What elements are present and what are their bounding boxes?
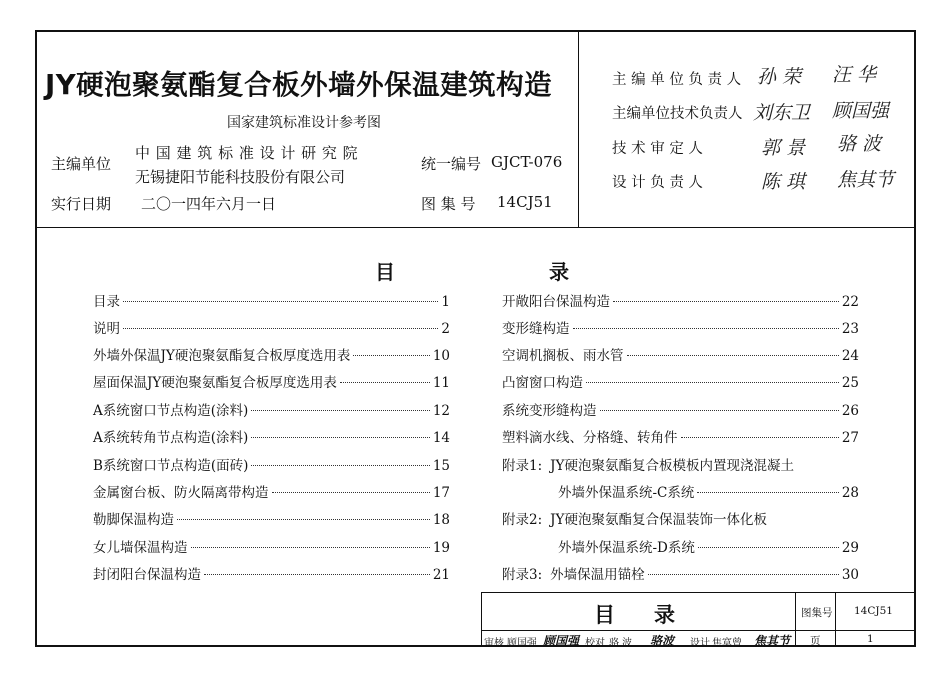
- signature: 刘东卫: [753, 102, 811, 124]
- unified-no: GJCT-076: [491, 153, 563, 171]
- toc-entry[interactable]: [93, 317, 450, 337]
- sheet-title: 目: [594, 603, 615, 627]
- signature: 顾国强: [832, 100, 890, 122]
- toc-entry[interactable]: [502, 454, 859, 474]
- atlas-no-label: 图 集 号: [421, 195, 476, 213]
- header-vertical-divider: [578, 32, 579, 227]
- toc-entry-title: 变形缝构造: [502, 321, 570, 337]
- toc-entry-page: 26: [841, 403, 859, 419]
- sheet-title: 录: [654, 603, 675, 627]
- editor-unit-1: 中 国 建 筑 标 准 设 计 研 究 院: [135, 144, 359, 162]
- title-block-divider: [835, 593, 836, 647]
- toc-entry[interactable]: [93, 399, 450, 419]
- signature: 焦其节: [837, 169, 895, 191]
- unified-no-label: 统一编号: [421, 155, 482, 173]
- leader-dots: [251, 437, 430, 438]
- leader-dots: [272, 492, 430, 493]
- toc-entry-page: 27: [841, 430, 859, 446]
- leader-dots: [600, 410, 839, 411]
- toc-entry-title: 凸窗窗口构造: [502, 375, 583, 391]
- leader-dots: [353, 355, 429, 356]
- design-label: 设计: [690, 638, 710, 649]
- signature: 骆波: [650, 634, 675, 648]
- toc-entry-title: JY硬泡聚氨酯复合板模板内置现浇混凝土: [550, 458, 794, 474]
- toc-entry-title: 金属窗台板、防火隔离带构造: [93, 485, 269, 501]
- toc-entry-title: 系统变形缝构造: [502, 403, 597, 419]
- leader-dots: [573, 328, 839, 329]
- toc-entry[interactable]: [93, 371, 450, 391]
- editor-unit-2: 无锡捷阳节能科技股份有限公司: [135, 168, 346, 186]
- toc-entry[interactable]: [93, 563, 450, 583]
- signature: 郭 景: [761, 137, 806, 159]
- toc-entry[interactable]: [502, 563, 859, 583]
- toc-entry-page: 18: [432, 512, 450, 528]
- atlas-value: 14CJ51: [854, 605, 893, 617]
- signature: 孙 荣: [757, 66, 802, 88]
- toc-entry-title: 勒脚保温构造: [93, 512, 174, 528]
- signature: 骆 波: [837, 133, 882, 155]
- leader-dots: [681, 437, 839, 438]
- leader-dots: [340, 382, 430, 383]
- toc-entry-page: 2: [441, 321, 450, 337]
- toc-entry-title: 外墙外保温JY硬泡聚氨酯复合板厚度选用表: [93, 348, 351, 364]
- toc-entry-page: 15: [432, 458, 450, 474]
- date-label: 实行日期: [51, 195, 112, 213]
- toc-entry-page: 21: [432, 567, 450, 583]
- toc-entry-page: 11: [432, 375, 450, 391]
- toc-entry-page: 14: [432, 430, 450, 446]
- toc-entry-title: 女儿墙保温构造: [93, 540, 188, 556]
- toc-entry-title: B系统窗口节点构造(面砖): [93, 458, 249, 474]
- check-label: 校对: [585, 638, 605, 649]
- toc-entry-page: 22: [841, 294, 859, 310]
- toc-entry[interactable]: [93, 508, 450, 528]
- toc-heading: 目: [375, 260, 395, 284]
- subtitle: 国家建筑标准设计参考图: [227, 115, 381, 131]
- toc-entry-page: 12: [432, 403, 450, 419]
- toc-entry[interactable]: [502, 290, 859, 310]
- toc-entry-title: 外墙外保温系统-C系统: [558, 485, 695, 501]
- toc-entry-title: 外墙保温用锚栓: [550, 567, 645, 583]
- toc-entry-title: 说明: [93, 321, 120, 337]
- toc-entry-page: 19: [432, 540, 450, 556]
- sig-role: 设 计 负 责 人: [612, 175, 703, 191]
- toc-entry[interactable]: [558, 536, 859, 556]
- sig-role: 主编单位技术负责人: [612, 106, 743, 122]
- page-title: JY硬泡聚氨酯复合板外墙外保温建筑构造: [45, 69, 553, 101]
- page-value: 1: [867, 633, 874, 645]
- toc-entry-page: 17: [432, 485, 450, 501]
- atlas-label: 图集号: [801, 607, 833, 619]
- toc-entry-page: 23: [841, 321, 859, 337]
- leader-dots: [251, 465, 429, 466]
- date-value: 二〇一四年六月一日: [141, 195, 277, 213]
- toc-entry-title: A系统转角节点构造(涂料): [93, 430, 249, 446]
- toc-entry[interactable]: [93, 426, 450, 446]
- toc-entry[interactable]: [502, 426, 859, 446]
- editor-unit-label: 主编单位: [51, 155, 112, 173]
- leader-dots: [177, 519, 430, 520]
- signature: 汪 华: [832, 64, 877, 86]
- leader-dots: [697, 492, 838, 493]
- toc-entry[interactable]: [93, 454, 450, 474]
- toc-entry[interactable]: [502, 399, 859, 419]
- toc-entry[interactable]: [502, 371, 859, 391]
- toc-entry-page: 25: [841, 375, 859, 391]
- toc-entry[interactable]: [558, 481, 859, 501]
- drawing-sheet: [35, 30, 916, 647]
- sig-role: 主 编 单 位 负 责 人: [612, 72, 742, 88]
- leader-dots: [648, 574, 839, 575]
- toc-entry[interactable]: [93, 536, 450, 556]
- header-divider: [37, 227, 914, 228]
- appendix-prefix: 附录2:: [502, 512, 543, 528]
- toc-entry-page: 30: [841, 567, 859, 583]
- leader-dots: [586, 382, 839, 383]
- title-block-divider: [482, 630, 914, 631]
- appendix-prefix: 附录3:: [502, 567, 543, 583]
- review-label: 审核: [484, 638, 504, 649]
- title-block-divider: [795, 593, 796, 647]
- toc-entry[interactable]: [93, 344, 450, 364]
- toc-entry[interactable]: [502, 317, 859, 337]
- signature: 焦其节: [754, 634, 791, 648]
- sig-role: 技 术 审 定 人: [612, 141, 703, 157]
- toc-entry-title: JY硬泡聚氨酯复合保温装饰一体化板: [550, 512, 767, 528]
- toc-entry-page: 28: [841, 485, 859, 501]
- toc-entry-page: 24: [841, 348, 859, 364]
- toc-entry-title: 外墙外保温系统-D系统: [558, 540, 695, 556]
- toc-entry-page: 10: [432, 348, 450, 364]
- leader-dots: [123, 328, 438, 329]
- toc-entry-title: 封闭阳台保温构造: [93, 567, 201, 583]
- toc-heading: 录: [549, 260, 569, 284]
- title-block: [481, 592, 914, 647]
- appendix-prefix: 附录1:: [502, 458, 543, 474]
- toc-entry-title: 开敞阳台保温构造: [502, 294, 610, 310]
- design-name: 焦寞曾: [712, 638, 742, 649]
- leader-dots: [698, 547, 839, 548]
- toc-entry[interactable]: [502, 508, 859, 528]
- toc-entry-title: 屋面保温JY硬泡聚氨酯复合板厚度选用表: [93, 375, 337, 391]
- leader-dots: [627, 355, 839, 356]
- toc-entry-title: 塑料滴水线、分格缝、转角件: [502, 430, 678, 446]
- leader-dots: [123, 301, 438, 302]
- leader-dots: [613, 301, 839, 302]
- review-name: 顾国强: [507, 638, 537, 649]
- signature: 顾国强: [543, 634, 580, 648]
- leader-dots: [251, 410, 430, 411]
- signature: 陈 琪: [761, 171, 806, 193]
- toc-entry-title: 目录: [93, 294, 120, 310]
- toc-entry[interactable]: [93, 290, 450, 310]
- leader-dots: [204, 574, 430, 575]
- toc-entry-title: A系统窗口节点构造(涂料): [93, 403, 249, 419]
- page-label: 页: [810, 635, 821, 647]
- atlas-no: 14CJ51: [497, 193, 553, 211]
- check-name: 骆 波: [609, 638, 633, 649]
- toc-entry-page: 1: [441, 294, 450, 310]
- toc-entry-page: 29: [841, 540, 859, 556]
- toc-entry-title: 空调机搁板、雨水管: [502, 348, 624, 364]
- leader-dots: [191, 547, 430, 548]
- toc-entry[interactable]: [502, 344, 859, 364]
- toc-entry[interactable]: [93, 481, 450, 501]
